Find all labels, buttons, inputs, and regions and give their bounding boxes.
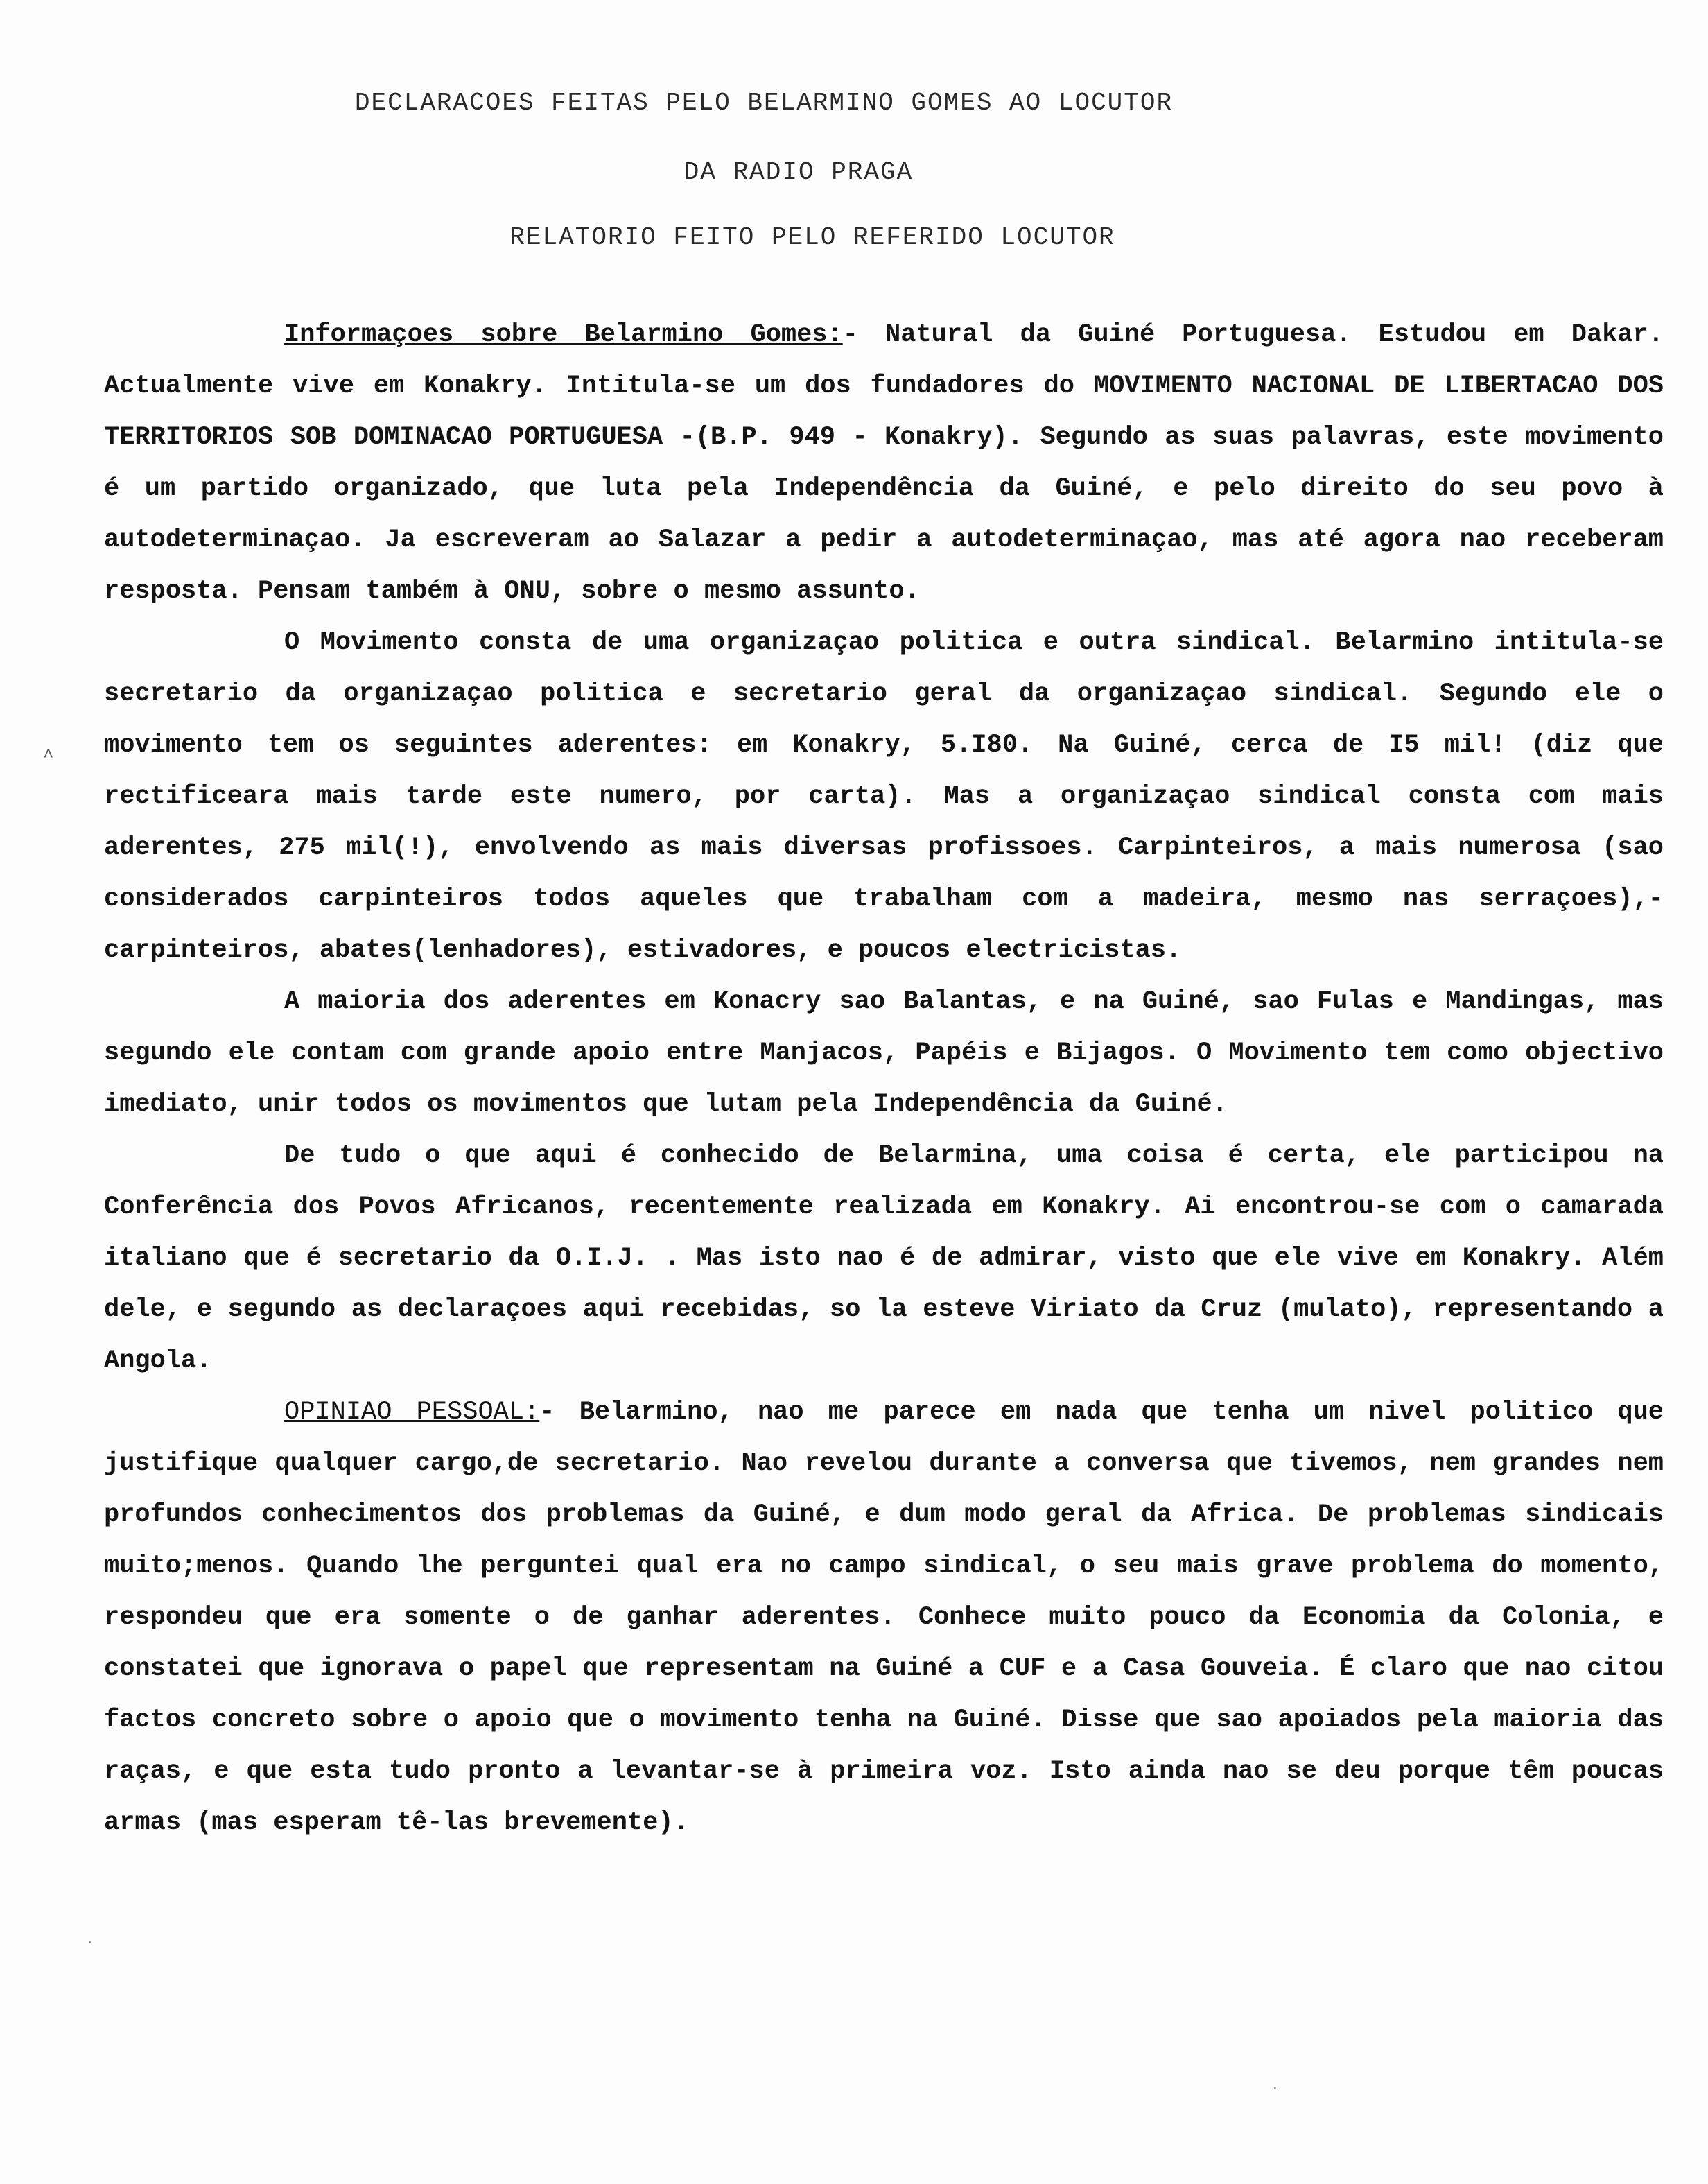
paragraph-text-opiniao: - Belarmino, nao me parece em nada que tenha um nivel politico que justifique qualquer cargo,de secretario. Nao revelou durante a conversa que tivemos, nem grandes nem profundos conhecimentos dos problemas da Guiné, e dum modo geral da Africa. De problemas sindicais muito;menos. Quando lhe perguntei qual era no campo sindical, o seu mais grave problema do momento, respondeu que era somente o de ganhar aderentes. Conhece muito pouco da Economia da Colonia, e constatei que ignorava o papel que representam na Guiné a CUF e a Casa Gouveia. É claro que nao citou factos concreto sobre o apoio que o movimento tenha na Guiné. Disse que sao apoiados pela maioria das raças, e que esta tudo pronto a levantar-se à primeira voz. Isto ainda nao se deu porque têm poucas armas (mas esperam tê-las brevemente). (104, 1398, 1664, 1837)
paragraph-text-aderentes: A maioria dos aderentes em Konacry sao Balantas, e na Guiné, sao Fulas e Mandingas, mas segundo ele contam com grande apoio entre Manjacos, Papéis e Bijagos. O Movimento tem como objectivo imediato, unir todos os movimentos que lutam pela Independência da Guiné. (104, 987, 1664, 1119)
paragraph-label-opiniao: OPINIAO PESSOAL: (284, 1398, 540, 1427)
heading-line-1: DECLARACOES FEITAS PELO BELARMINO GOMES AO LOCUTOR (354, 89, 1174, 117)
paragraph-informacoes (104, 309, 1664, 617)
paragraph-conferencia (104, 1130, 1664, 1387)
heading-line-3: RELATORIO FEITO PELO REFERIDO LOCUTOR (509, 223, 1115, 252)
margin-mark: ^ (43, 746, 54, 767)
paragraph-opiniao (104, 1387, 1664, 1848)
report-body (104, 309, 1664, 1848)
paper-speck (89, 1941, 91, 1943)
paragraph-label-informacoes: Informaçoes sobre Belarmino Gomes: (284, 320, 843, 349)
heading-line-2: DA RADIO PRAGA (683, 158, 914, 187)
paragraph-text-informacoes: - Natural da Guiné Portuguesa. Estudou em Dakar. Actualmente vive em Konakry. Intitula-se um dos fundadores do MOVIMENTO NACIONAL DE LIBERTACAO DOS TERRITORIOS SOB DOMINACAO PORTUGUESA -(B.P. 949 - Konakry). Segundo as suas palavras, este movimento é um partido organizado, que luta pela Independência da Guiné, e pelo direito do seu povo à autodeterminaçao. Ja escreveram ao Salazar a pedir a autodeterminaçao, mas até agora nao receberam resposta. Pensam também à ONU, sobre o mesmo assunto. (104, 320, 1664, 606)
paragraph-movimento (104, 617, 1664, 976)
paragraph-aderentes (104, 976, 1664, 1130)
paper-speck (1274, 2087, 1276, 2089)
paragraph-text-conferencia: De tudo o que aqui é conhecido de Belarmina, uma coisa é certa, ele participou na Conferência dos Povos Africanos, recentemente realizada em Konakry. Ai encontrou-se com o camarada italiano que é secretario da O.I.J. . Mas isto nao é de admirar, visto que ele vive em Konakry. Além dele, e segundo as declaraçoes aqui recebidas, so la esteve Viriato da Cruz (mulato), representando a Angola. (104, 1141, 1664, 1376)
paragraph-text-movimento: O Movimento consta de uma organizaçao politica e outra sindical. Belarmino intitula-se secretario da organizaçao politica e secretario geral da organizaçao sindical. Segundo ele o movimento tem os seguintes aderentes: em Konakry, 5.I80. Na Guiné, cerca de I5 mil! (diz que rectificeara mais tarde este numero, por carta). Mas a organizaçao sindical consta com mais aderentes, 275 mil(!), envolvendo as mais diversas profissoes. Carpinteiros, a mais numerosa (sao considerados carpinteiros todos aqueles que trabalham com a madeira, mesmo nas serraçoes),- carpinteiros, abates(lenhadores), estivadores, e poucos electricistas. (104, 628, 1664, 965)
